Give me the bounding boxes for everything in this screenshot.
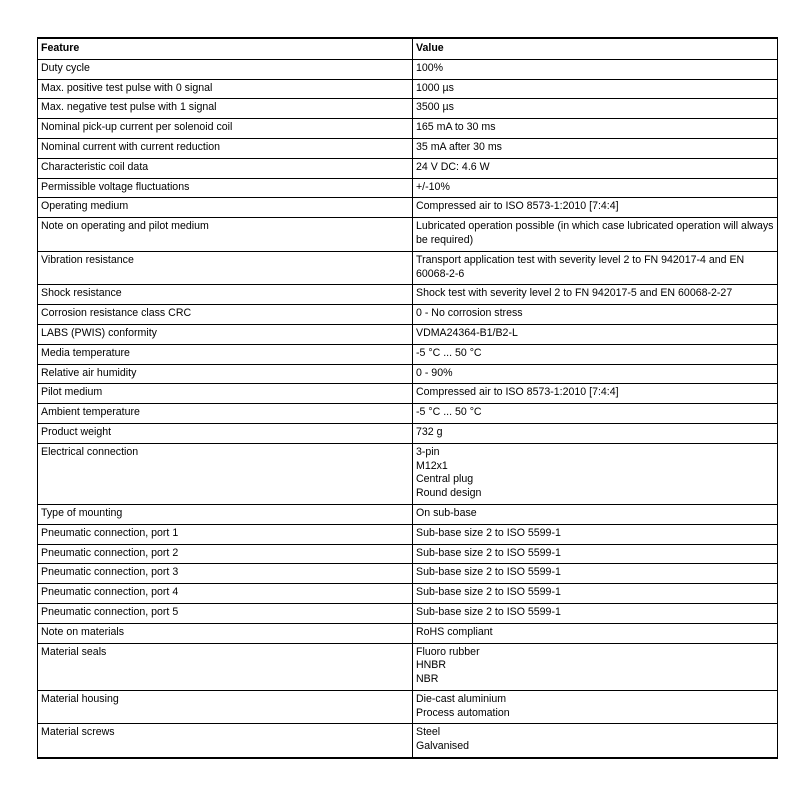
table-row: [38, 99, 778, 119]
value-cell: [413, 305, 778, 325]
table-row: [38, 404, 778, 424]
value-line: Fluoro rubber: [416, 645, 480, 658]
table-row: [38, 285, 778, 305]
value-cell: [413, 690, 778, 724]
value-line: 35 mA after 30 ms: [416, 140, 502, 153]
value-line: 0 - 90%: [416, 366, 453, 379]
value-line: Sub-base size 2 to ISO 5599-1: [416, 605, 561, 618]
feature-cell: Duty cycle: [38, 59, 413, 79]
table-row: [38, 119, 778, 139]
value-line: -5 °C ... 50 °C: [416, 406, 482, 419]
value-line: RoHS compliant: [416, 625, 493, 638]
value-line: Compressed air to ISO 8573-1:2010 [7:4:4]: [416, 386, 619, 399]
value-cell: [413, 603, 778, 623]
value-cell: [413, 584, 778, 604]
value-cell: [413, 423, 778, 443]
value-cell: [413, 623, 778, 643]
table-row: [38, 364, 778, 384]
value-cell: [413, 198, 778, 218]
table-row: [38, 178, 778, 198]
value-line: Round design: [416, 487, 482, 500]
feature-column-header: Feature: [38, 38, 413, 59]
feature-cell: Vibration resistance: [38, 251, 413, 285]
table-row: [38, 218, 778, 252]
feature-cell: Permissible voltage fluctuations: [38, 178, 413, 198]
table-row: [38, 59, 778, 79]
feature-cell: Note on materials: [38, 623, 413, 643]
feature-cell: Material housing: [38, 690, 413, 724]
feature-cell: Operating medium: [38, 198, 413, 218]
value-cell: [413, 564, 778, 584]
value-cell: [413, 404, 778, 424]
feature-cell: Note on operating and pilot medium: [38, 218, 413, 252]
table-row: [38, 524, 778, 544]
value-cell: [413, 643, 778, 690]
value-line: 100%: [416, 61, 444, 74]
table-row: [38, 690, 778, 724]
feature-cell: Corrosion resistance class CRC: [38, 305, 413, 325]
feature-cell: Pneumatic connection, port 1: [38, 524, 413, 544]
table-row: [38, 138, 778, 158]
value-cell: [413, 178, 778, 198]
feature-cell: Pneumatic connection, port 3: [38, 564, 413, 584]
specification-table: [37, 37, 778, 759]
spec-sheet: [37, 37, 777, 759]
value-line: +/-10%: [416, 180, 450, 193]
value-line: Compressed air to ISO 8573-1:2010 [7:4:4]: [416, 200, 619, 213]
value-line: Shock test with severity level 2 to FN 942017-5 and EN 60068-2-27: [416, 287, 733, 300]
table-row: [38, 423, 778, 443]
table-row: [38, 324, 778, 344]
value-cell: [413, 99, 778, 119]
value-line: Sub-base size 2 to ISO 5599-1: [416, 526, 561, 539]
feature-cell: LABS (PWIS) conformity: [38, 324, 413, 344]
value-line: VDMA24364-B1/B2-L: [416, 326, 518, 339]
table-body: [38, 59, 778, 758]
value-column-header: Value: [413, 38, 778, 59]
feature-cell: Pneumatic connection, port 5: [38, 603, 413, 623]
feature-cell: Electrical connection: [38, 443, 413, 504]
value-cell: [413, 524, 778, 544]
value-cell: [413, 251, 778, 285]
table-row: [38, 198, 778, 218]
feature-cell: Relative air humidity: [38, 364, 413, 384]
value-cell: [413, 324, 778, 344]
feature-cell: Shock resistance: [38, 285, 413, 305]
table-row: [38, 603, 778, 623]
value-line: HNBR: [416, 659, 447, 672]
value-line: NBR: [416, 673, 439, 686]
table-row: [38, 643, 778, 690]
table-row: [38, 564, 778, 584]
value-cell: [413, 158, 778, 178]
value-line: M12x1: [416, 459, 448, 472]
value-line: Lubricated operation possible (in which case lubricated operation will always be required): [416, 220, 774, 246]
table-row: [38, 384, 778, 404]
value-line: Die-cast aluminium: [416, 692, 507, 705]
value-line: Process automation: [416, 706, 510, 719]
value-cell: [413, 443, 778, 504]
value-cell: [413, 285, 778, 305]
value-line: Galvanised: [416, 740, 469, 753]
table-row: [38, 443, 778, 504]
table-header-row: [38, 38, 778, 59]
value-line: 3-pin: [416, 445, 440, 458]
feature-cell: Max. positive test pulse with 0 signal: [38, 79, 413, 99]
feature-cell: Material screws: [38, 724, 413, 758]
value-cell: [413, 79, 778, 99]
feature-cell: Ambient temperature: [38, 404, 413, 424]
feature-cell: Media temperature: [38, 344, 413, 364]
table-row: [38, 344, 778, 364]
feature-cell: Characteristic coil data: [38, 158, 413, 178]
table-row: [38, 79, 778, 99]
value-cell: [413, 724, 778, 758]
value-cell: [413, 384, 778, 404]
table-row: [38, 504, 778, 524]
feature-cell: Pneumatic connection, port 2: [38, 544, 413, 564]
feature-cell: Max. negative test pulse with 1 signal: [38, 99, 413, 119]
table-row: [38, 584, 778, 604]
value-line: Steel: [416, 726, 441, 739]
value-cell: [413, 504, 778, 524]
value-line: On sub-base: [416, 506, 477, 519]
value-cell: [413, 344, 778, 364]
feature-cell: Product weight: [38, 423, 413, 443]
value-line: 732 g: [416, 425, 443, 438]
value-line: 1000 µs: [416, 81, 454, 94]
table-row: [38, 305, 778, 325]
value-line: Central plug: [416, 473, 474, 486]
value-cell: [413, 59, 778, 79]
value-line: -5 °C ... 50 °C: [416, 346, 482, 359]
feature-cell: Pneumatic connection, port 4: [38, 584, 413, 604]
value-line: Transport application test with severity level 2 to FN 942017-4 and EN 60068-2-6: [416, 253, 745, 280]
feature-cell: Pilot medium: [38, 384, 413, 404]
value-line: 0 - No corrosion stress: [416, 307, 523, 320]
feature-cell: Nominal pick-up current per solenoid coil: [38, 119, 413, 139]
value-line: 3500 µs: [416, 101, 454, 114]
value-cell: [413, 218, 778, 252]
table-row: [38, 724, 778, 758]
table-row: [38, 623, 778, 643]
table-row: [38, 251, 778, 285]
feature-cell: Nominal current with current reduction: [38, 138, 413, 158]
table-row: [38, 544, 778, 564]
value-cell: [413, 138, 778, 158]
value-line: 24 V DC: 4.6 W: [416, 160, 490, 173]
value-line: 165 mA to 30 ms: [416, 121, 496, 134]
value-cell: [413, 364, 778, 384]
value-line: Sub-base size 2 to ISO 5599-1: [416, 586, 561, 599]
feature-cell: Type of mounting: [38, 504, 413, 524]
value-line: Sub-base size 2 to ISO 5599-1: [416, 566, 561, 579]
feature-cell: Material seals: [38, 643, 413, 690]
value-cell: [413, 544, 778, 564]
table-row: [38, 158, 778, 178]
value-cell: [413, 119, 778, 139]
value-line: Sub-base size 2 to ISO 5599-1: [416, 546, 561, 559]
